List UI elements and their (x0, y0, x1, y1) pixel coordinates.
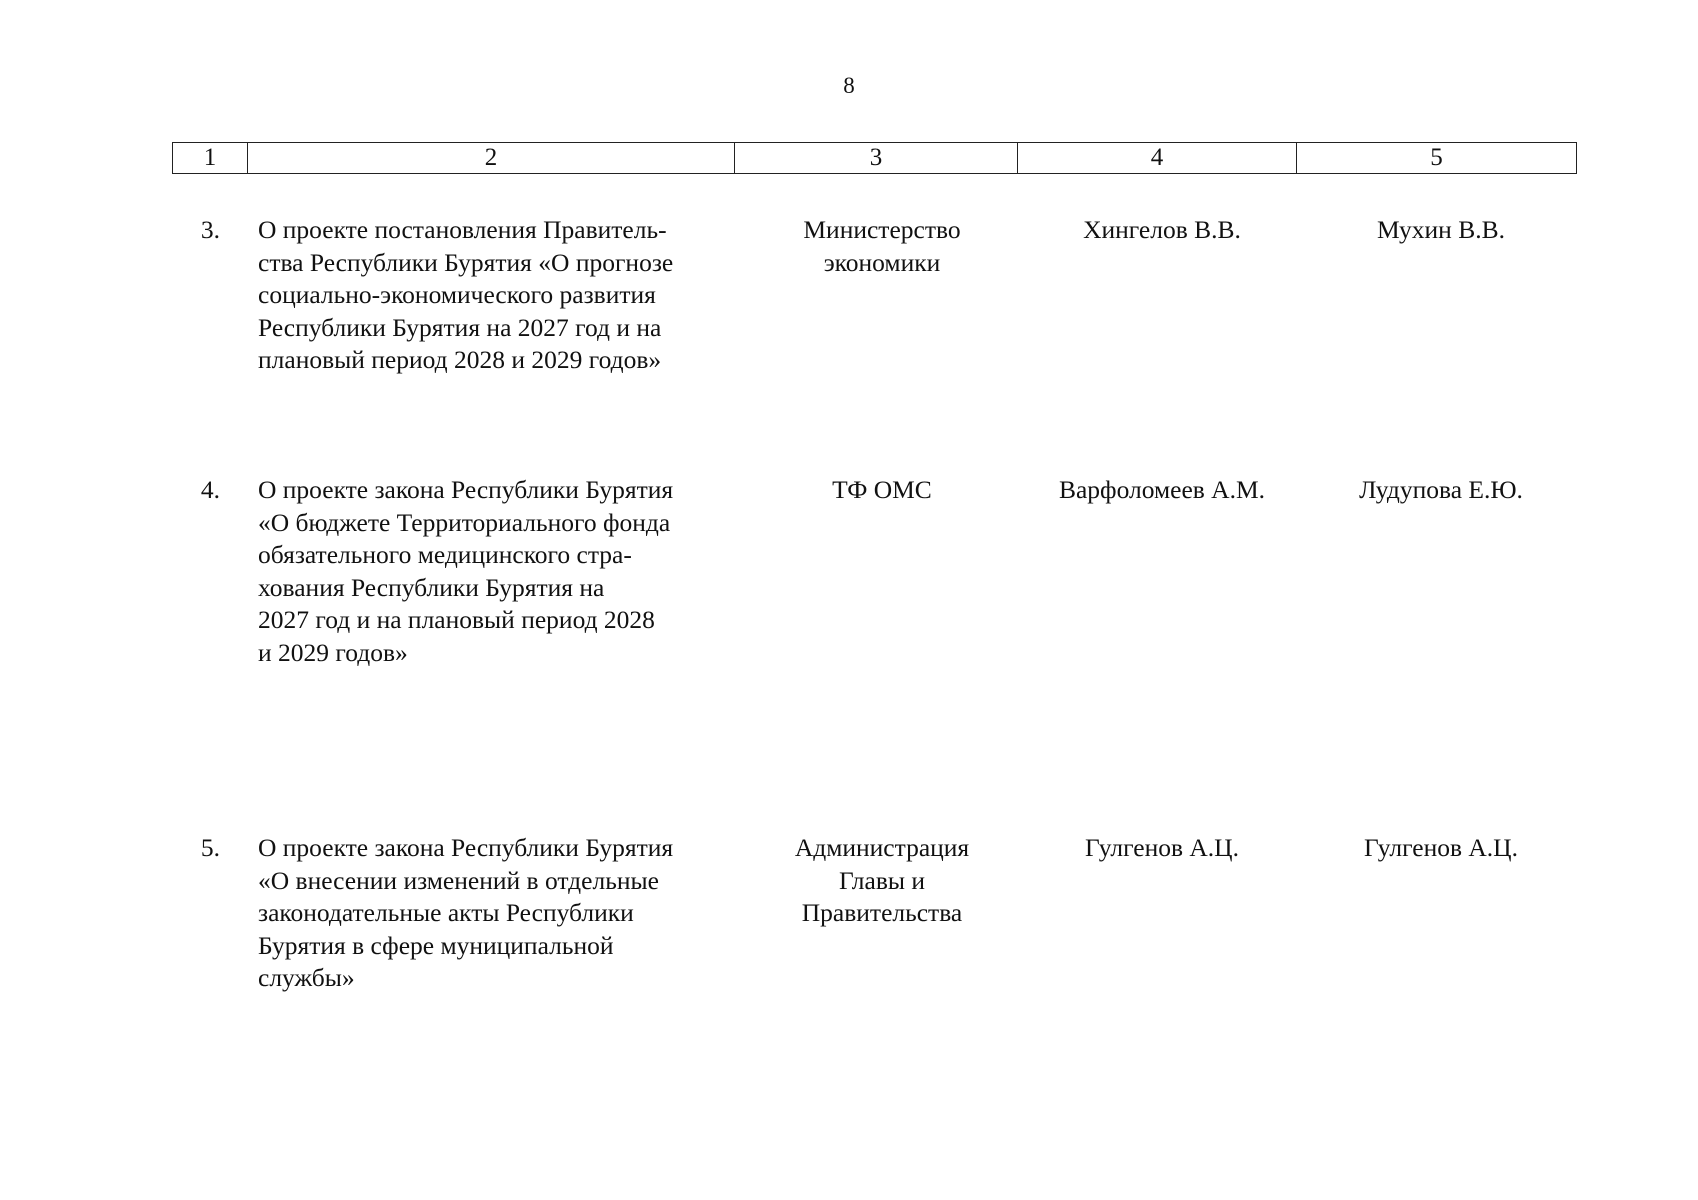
header-cell-3: 3 (735, 143, 1018, 173)
org-line: ТФ ОМС (832, 475, 932, 504)
row-speaker: Лудупова Е.Ю. (1359, 475, 1523, 504)
org-line: Министерство (803, 215, 961, 244)
row-organization (747, 832, 1017, 930)
row-organization (747, 474, 1017, 507)
org-line: Главы и (838, 865, 926, 895)
row-speaker: Гулгенов А.Ц. (1364, 833, 1518, 862)
title-line: 2027 год и на плановый период 2028 (258, 605, 655, 634)
header-cell-5: 5 (1430, 144, 1443, 171)
table-header-row (172, 142, 1577, 174)
title-line: законодательные акты Республики (258, 898, 634, 927)
title-line: службы» (258, 963, 355, 992)
row-speaker: Мухин В.В. (1377, 215, 1505, 244)
org-line: экономики (823, 247, 941, 277)
row-number: 3. (200, 215, 220, 244)
row-responsible: Хингелов В.В. (1083, 215, 1241, 244)
title-line: О проекте закона Республики Бурятия (258, 475, 674, 504)
title-line: Республики Бурятия на 2027 год и на (258, 312, 662, 342)
title-line: хования Республики Бурятия на (258, 572, 605, 602)
row-responsible: Гулгенов А.Ц. (1085, 833, 1239, 862)
row-title (258, 214, 723, 377)
title-line: и 2029 годов» (258, 637, 408, 667)
row-organization (747, 214, 1017, 279)
title-line: О проекте постановления Правитель- (258, 215, 667, 244)
row-title (258, 832, 723, 995)
title-line: Бурятия в сфере муниципальной (258, 930, 614, 960)
org-line: Правительства (801, 898, 963, 927)
title-line: «О бюджете Территориального фонда (258, 507, 671, 537)
row-number: 4. (200, 475, 220, 504)
title-line: «О внесении изменений в отдельные (258, 865, 659, 895)
row-number: 5. (200, 833, 220, 862)
title-line: социально-экономического развития (258, 280, 656, 309)
title-line: О проекте закона Республики Бурятия (258, 833, 674, 862)
title-line: ства Республики Бурятия «О прогнозе (258, 247, 674, 277)
title-line: плановый период 2028 и 2029 годов» (258, 345, 662, 374)
header-cell-2: 2 (248, 143, 735, 173)
header-cell-4: 4 (1018, 143, 1297, 173)
header-cell-1: 1 (173, 143, 248, 173)
row-responsible: Варфоломеев А.М. (1058, 475, 1266, 504)
org-line: Администрация (794, 833, 970, 862)
page-number: 8 (843, 73, 855, 98)
title-line: обязательного медицинского стра- (258, 540, 632, 569)
row-title (258, 474, 723, 669)
